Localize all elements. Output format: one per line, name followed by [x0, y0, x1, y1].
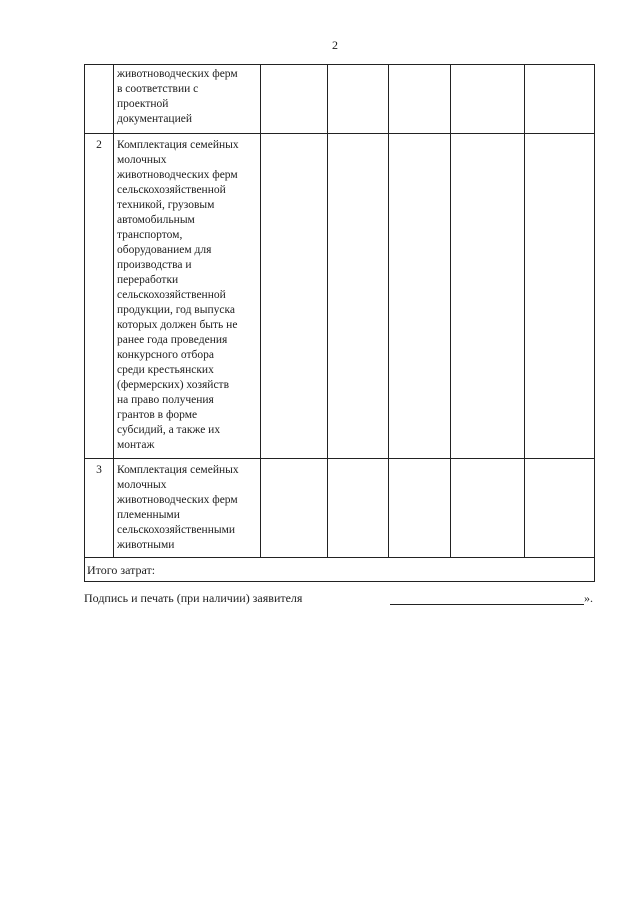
empty-cell: [328, 459, 389, 558]
empty-cell: [328, 65, 389, 134]
empty-cell: [261, 65, 328, 134]
costs-table: [84, 64, 595, 582]
row-number-cell: 2: [85, 134, 114, 459]
row-description-cell: Комплектация семейных молочных животноводческих ферм сельскохозяйственной техникой, грузовым автомобильным транспортом, оборудованием для производства и переработки сельскохозяйственной продукции, год выпуска которых должен быть не ранее года проведения конкурсного отбора среди крестьянских (фермерских) хозяйств на право получения грантов в форме субсидий, а также их монтаж: [114, 134, 261, 459]
row-description-cell: животноводческих ферм в соответствии с проектной документацией: [114, 65, 261, 134]
table-row: [85, 134, 595, 459]
empty-cell: [389, 134, 451, 459]
row-number-cell: 3: [85, 459, 114, 558]
empty-cell: [451, 65, 525, 134]
empty-cell: [451, 134, 525, 459]
signature-block: [84, 591, 594, 609]
table-row: [85, 459, 595, 558]
empty-cell: [389, 65, 451, 134]
empty-cell: [525, 65, 595, 134]
total-label: Итого затрат:: [85, 558, 595, 582]
table-row: [85, 65, 595, 134]
empty-cell: [389, 459, 451, 558]
signature-line: [390, 604, 584, 605]
empty-cell: [525, 459, 595, 558]
signature-label: Подпись и печать (при наличии) заявителя: [84, 591, 303, 605]
page-number: 2: [332, 38, 338, 52]
total-row: [85, 558, 595, 582]
empty-cell: [451, 459, 525, 558]
row-description-cell: Комплектация семейных молочных животноводческих ферм племенными сельскохозяйственными животными: [114, 459, 261, 558]
empty-cell: [525, 134, 595, 459]
empty-cell: [261, 134, 328, 459]
signature-closing-quote: ».: [584, 591, 593, 605]
empty-cell: [261, 459, 328, 558]
row-number-cell: [85, 65, 114, 134]
empty-cell: [328, 134, 389, 459]
